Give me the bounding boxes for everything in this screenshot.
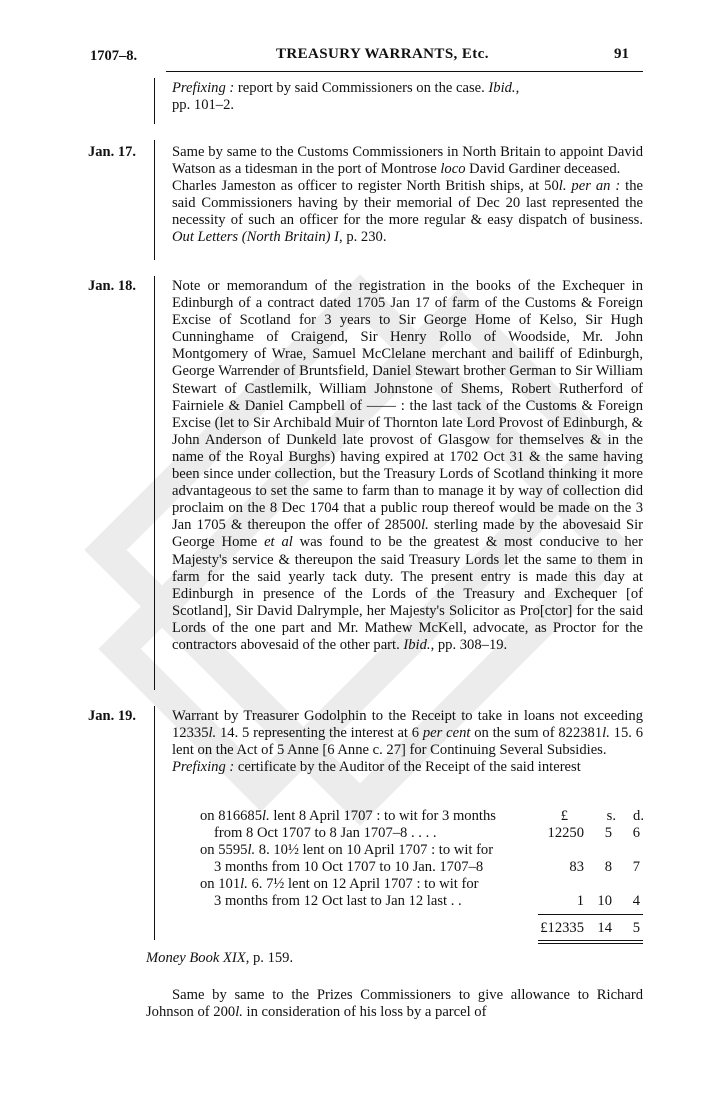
amount-pounds: 1 xyxy=(576,893,584,909)
margin-rule xyxy=(154,140,155,260)
total-pence: 5 xyxy=(632,920,640,936)
amount-pounds: 83 xyxy=(569,859,584,875)
entry-text-italic: l. xyxy=(235,1004,243,1021)
prefixing-label: Prefixing : xyxy=(172,759,235,776)
currency-pence-header: d. xyxy=(633,808,644,824)
running-head-year: 1707–8. xyxy=(90,48,138,64)
entry-prizes-commissioners xyxy=(146,987,643,1021)
interest-item-line: 3 months from 10 Oct 1707 to 10 Jan. 1707–8 xyxy=(214,859,484,875)
entry-text: Same by same to the Prizes Commissioners to give allowance to Richard Johnson of 200 xyxy=(146,987,643,1021)
amount-pence: 4 xyxy=(632,893,640,909)
entry-text: Note or memorandum of the registration in the books of the Exchequer in Edinburgh of a contract dated 1705 Jan 17 of farm of the Customs & Foreign Excise of Scotland for 3 years to Sir George Home of Kelso, Sir Hugh Cunninghame of Craigend, Sir Henry Rollo of Woodside, Mr. John Montgomery of Wrae, Samuel McClelane merchant and bailiff of Edinburgh, George Warrender of Bruntsfield, Daniel Stewart brother German to Sir William Stewart of Castlemilk, William Johnstone of Shems, Robert Rutherford of Fairniele & Daniel Campbell of —— : the last tack of the Customs & Foreign Excise (let to Sir Archibald Muir of Thornton late Lord Provost of Edinburgh, & John Anderson of Dunkeld late provost of Glasgow for themselves & in the name of the Royal Burghs) having expired at 1702 Oct 31 & the same having been since under collection, but the Treasury Lords of Scotland thinking it more advantageous to set the same to farm than to manage it by way of collection did proclaim on the 8 Dec 1704 that a public roup thereof would be made on the 3 Jan 1705 & thereupon the offer of 28500 xyxy=(172,278,643,534)
entry-text-italic: per an : xyxy=(571,178,621,195)
entry-text: certificate by the Auditor of the Receipt of the said interest xyxy=(234,759,581,776)
entry-text-italic: l. xyxy=(208,725,217,742)
amount-shillings: 10 xyxy=(597,893,612,909)
entry-jan-19 xyxy=(172,708,643,776)
total-shillings: 14 xyxy=(597,920,612,936)
entry-text: on the sum of 822381 xyxy=(470,725,603,742)
currency-pounds-header: £ xyxy=(560,808,568,824)
entry-text-italic: et al xyxy=(264,534,293,551)
interest-item-line: from 8 Oct 1707 to 8 Jan 1707–8 . . . . xyxy=(214,825,437,841)
entry-text: Same by same to the Customs Commissioners in North Britain to appoint David Watson as a tidesman in the port of Montrose xyxy=(172,144,643,178)
margin-rule xyxy=(154,276,155,690)
entry-text: 15. 6 lent on the Act of 5 Anne [6 Anne c. 27] for Continuing Several Subsidies. xyxy=(172,725,643,759)
entry-text: 14. 5 representing the interest at 6 xyxy=(216,725,423,742)
amount-pence: 6 xyxy=(632,825,640,841)
entry-date: Jan. 19. xyxy=(88,708,136,724)
entry-text-italic: l. xyxy=(558,178,567,195)
amount-shillings: 5 xyxy=(604,825,612,841)
entry-text-italic: l. xyxy=(602,725,610,742)
total-pounds: £12335 xyxy=(540,920,584,936)
entry-text: David Gardiner deceased. xyxy=(465,161,621,178)
entry-jan-17 xyxy=(172,144,643,247)
source-reference: Out Letters (North Britain) I xyxy=(172,229,340,246)
entry-text: Warrant by Treasurer Godolphin to the Receipt to take in loans not exceeding 12335 xyxy=(172,708,643,742)
entry-date: Jan. 17. xyxy=(88,144,136,160)
entry-text: , pp. 308–19. xyxy=(430,636,508,653)
entry-continuation xyxy=(172,80,643,114)
interest-item-line: on 816685l. lent 8 April 1707 : to wit for 3 months xyxy=(200,808,496,824)
entry-text-italic: per cent xyxy=(422,725,471,742)
interest-item-line: 3 months from 12 Oct last to Jan 12 last . . xyxy=(214,893,462,909)
sum-rule xyxy=(538,943,643,944)
currency-shillings-header: s. xyxy=(606,808,616,824)
margin-rule xyxy=(154,706,155,940)
entry-text: sterling made by the abovesaid Sir George Home xyxy=(172,517,643,551)
entry-text: report by said Commissioners on the case. xyxy=(234,80,489,96)
amount-pence: 7 xyxy=(632,859,640,875)
entry-jan-18 xyxy=(172,278,643,654)
reference-ibid: Ibid., xyxy=(488,80,520,96)
sum-rule xyxy=(538,940,643,941)
entry-text: Charles Jameston as officer to register North British ships, at 50 xyxy=(172,178,559,195)
amount-shillings: 8 xyxy=(604,859,612,875)
page-number: 91 xyxy=(614,46,629,62)
prefixing-label: Prefixing : xyxy=(172,80,235,96)
amount-pounds: 12250 xyxy=(547,825,584,841)
entry-text-italic: loco xyxy=(440,161,466,178)
entry-text-italic: l. xyxy=(421,517,429,534)
sum-rule xyxy=(538,914,643,915)
margin-rule xyxy=(154,78,155,124)
interest-item-line: on 101l. 6. 7½ lent on 12 April 1707 : to wit for xyxy=(200,876,479,892)
header-rule xyxy=(166,71,643,72)
source-reference: Money Book XIX, p. 159. xyxy=(146,950,294,966)
entry-text: the said Commissioners having by their memorial of Dec 20 last represented the necessity of such an officer for the more regular & easy dispatch of business. xyxy=(172,178,643,229)
entry-text: pp. 101–2. xyxy=(172,97,235,114)
entry-date: Jan. 18. xyxy=(88,278,136,294)
entry-text: , p. 230. xyxy=(339,229,387,246)
entry-text: was found to be the greatest & most conducive to her Majesty's service & thereupon the said Treasury Lords let the same to them in farm for the said yearly tack duty. The present entry is made this day at Edinburgh in presence of the Lords of the Treasury and Exchequer [of Scotland], Sir David Dalrymple, her Majesty's Solicitor as Pro[ctor] for the said Lords of the one part and Mr. Mathew McKell, advocate, as Proctor for the contractors abovesaid of the other part. xyxy=(172,534,643,653)
reference-ibid: Ibid. xyxy=(403,636,431,653)
running-head-title: TREASURY WARRANTS, Etc. xyxy=(276,46,489,62)
entry-text: in consideration of his loss by a parcel of xyxy=(242,1004,487,1021)
interest-item-line: on 5595l. 8. 10½ lent on 10 April 1707 : to wit for xyxy=(200,842,494,858)
